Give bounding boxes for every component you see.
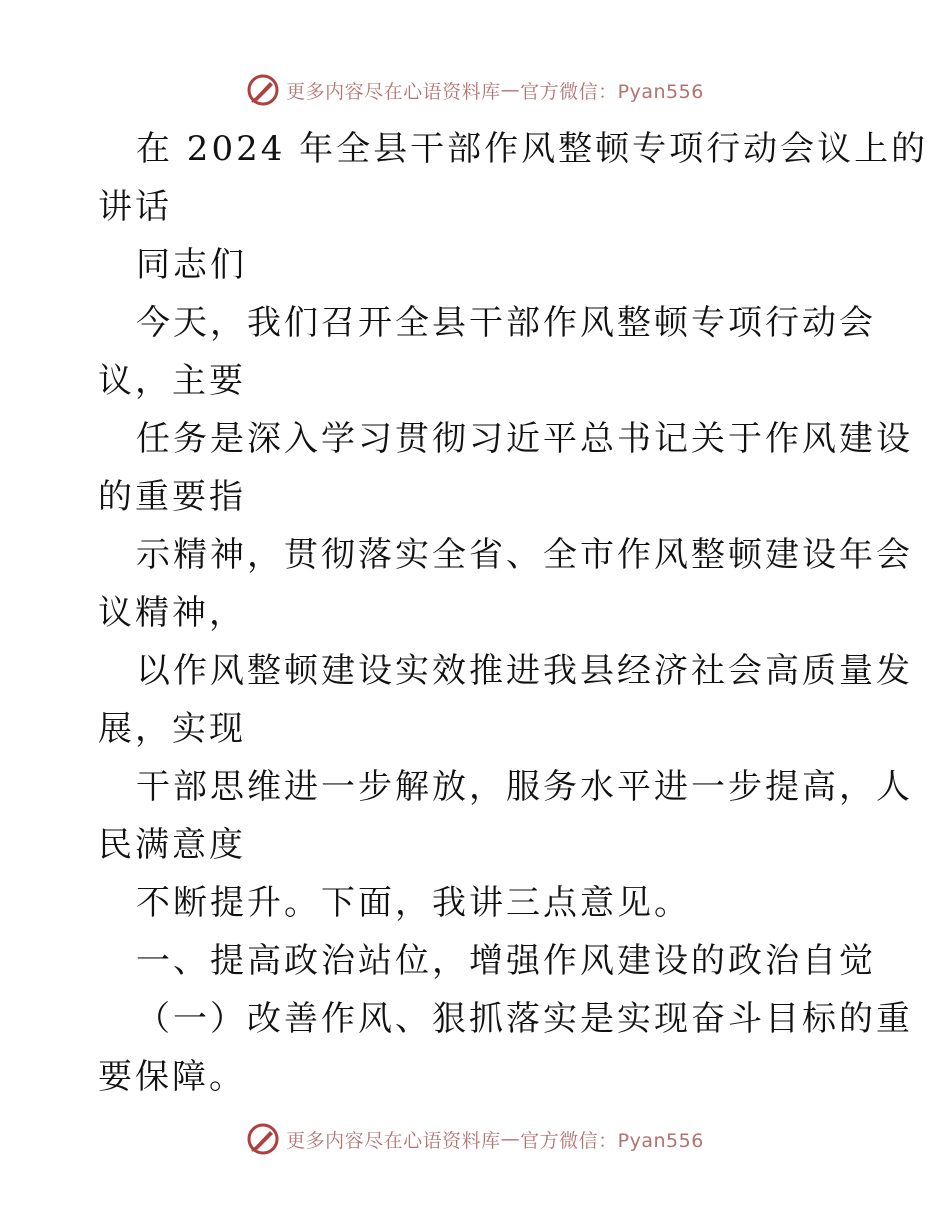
- quill-logo-icon: [246, 73, 280, 107]
- paragraph-line: 以作风整顿建设实效推进我县经济社会高质量发: [136, 651, 913, 691]
- subsection-heading-cont: 要保障。: [98, 1057, 246, 1097]
- watermark-wechat-text: 官方微信：Pyan556: [520, 1129, 704, 1152]
- paragraph-line: 不断提升。下面，我讲三点意见。: [136, 883, 691, 923]
- quill-logo-icon: [246, 1122, 280, 1156]
- paragraph-line: 示精神，贯彻落实全省、全市作风整顿建设年会: [136, 535, 913, 575]
- watermark-site-text: 更多内容尽在心语资料库: [286, 80, 501, 103]
- paragraph-line: 议，主要: [98, 361, 246, 401]
- watermark-separator: —: [500, 1128, 521, 1150]
- watermark-separator: —: [500, 79, 521, 101]
- paragraph-line: 干部思维进一步解放，服务水平进一步提高，人: [136, 767, 913, 807]
- section-heading: 一、提高政治站位，增强作风建设的政治自觉: [136, 941, 876, 981]
- watermark-site-text: 更多内容尽在心语资料库: [286, 1129, 501, 1152]
- paragraph-line: 民满意度: [98, 825, 246, 865]
- paragraph-line: 的重要指: [98, 477, 246, 517]
- footer-watermark: [0, 1119, 950, 1159]
- document-body: [98, 120, 929, 1106]
- title-line-1: 在 2024 年全县干部作风整顿专项行动会议上的: [136, 129, 929, 169]
- paragraph-line: 议精神，: [98, 593, 246, 633]
- subsection-heading: （一）改善作风、狠抓落实是实现奋斗目标的重: [136, 999, 913, 1039]
- paragraph-line: 展，实现: [98, 709, 246, 749]
- salutation: 同志们: [136, 245, 247, 285]
- paragraph-line: 今天，我们召开全县干部作风整顿专项行动会: [136, 303, 876, 343]
- header-watermark: [0, 70, 950, 110]
- watermark-wechat-text: 官方微信：Pyan556: [520, 80, 704, 103]
- paragraph-line: 任务是深入学习贯彻习近平总书记关于作风建设: [136, 419, 913, 459]
- title-line-2: 讲话: [98, 187, 172, 227]
